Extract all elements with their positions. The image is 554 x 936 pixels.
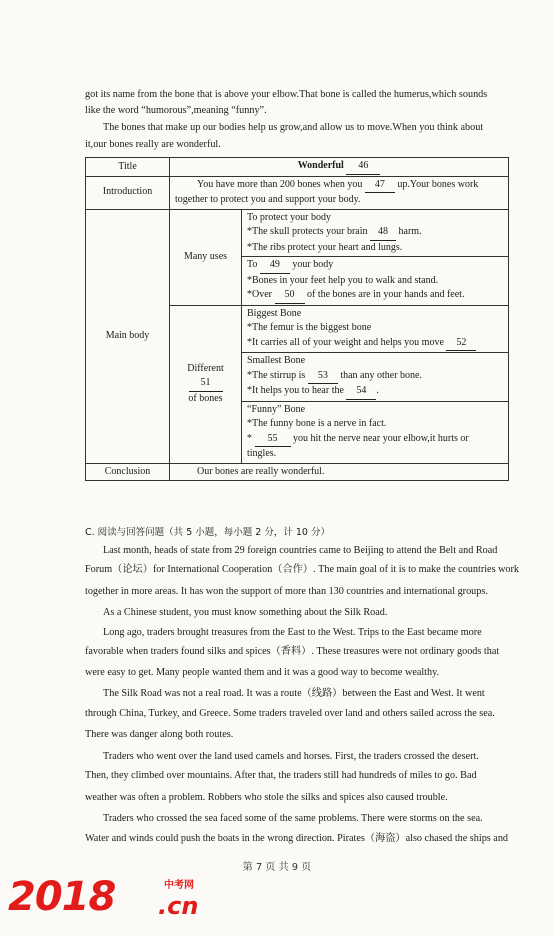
intro-text-a: You have more than 200 bones when you — [197, 178, 363, 190]
passage-line: There was danger along both routes. — [85, 729, 234, 740]
biggest-cell — [242, 305, 509, 353]
funny-heading: “Funny” Bone — [247, 403, 306, 415]
passage-line: through China, Turkey, and Greece. Some traders traveled over land and others sailed across the sea. — [85, 708, 495, 719]
to-text-b: your body — [292, 259, 334, 270]
funny-text-b: you hit the nerve near your elbow,it hurts or — [293, 432, 469, 444]
blank-52[interactable]: 52 — [446, 336, 476, 352]
blank-49[interactable]: 49 — [260, 258, 290, 274]
intro-line-1: got its name from the bone that is above your elbow.That bone is called the humerus,which sounds — [85, 89, 488, 100]
protect-heading: To protect your body — [247, 211, 332, 223]
blank-48[interactable]: 48 — [370, 225, 396, 241]
section-c-heading: C. 阅读与回答问题（共 5 小题，每小题 2 分，计 10 分） — [85, 527, 330, 538]
feet-line: *Bones in your feet help you to walk and stand. — [247, 274, 439, 286]
skull-line — [247, 225, 503, 241]
stirrup-text-b: than any other bone. — [340, 369, 422, 381]
table-row-title — [86, 158, 509, 177]
skull-text-a: *The skull protects your brain — [247, 226, 368, 237]
blank-46[interactable]: 46 — [346, 159, 380, 175]
different-label: Different — [187, 362, 224, 374]
table-row-conclusion — [86, 463, 509, 481]
many-uses-label: Many uses — [170, 209, 242, 305]
conclusion-label: Conclusion — [86, 463, 170, 481]
carries-text: *It carries all of your weight and helps you move — [247, 336, 444, 348]
to-line — [247, 258, 503, 274]
support-cell — [242, 257, 509, 306]
different-cell — [170, 305, 242, 463]
watermark-cn: 中考网 — [164, 880, 194, 891]
table-row-protect — [86, 209, 509, 257]
blank-50[interactable]: 50 — [275, 288, 305, 304]
title-prefix: Wonderful — [297, 160, 344, 171]
funny-line — [247, 432, 503, 448]
stirrup-text-a: *The stirrup is — [247, 369, 306, 381]
carries-line — [247, 336, 503, 352]
title-label: Title — [86, 158, 170, 177]
conclusion-text: Our bones are really wonderful. — [197, 465, 325, 477]
protect-cell — [242, 209, 509, 257]
passage-line: Long ago, traders brought treasures from the East to the West. Trips to the East became more — [103, 627, 482, 638]
conclusion-cell — [170, 463, 509, 481]
watermark-number: 2018 — [8, 874, 116, 920]
passage-line: Water and winds could push the boats in the wrong direction. Pirates（海盗）also chased the ships and — [85, 833, 509, 844]
passage-line: Then, they climbed over mountains. After that, the traders still had hundreds of miles to go. Bad — [85, 770, 477, 781]
blank-55[interactable]: 55 — [255, 432, 291, 448]
passage-line: together in more areas. It has won the support of more than 130 countries and international groups. — [85, 586, 488, 597]
reading-summary-table — [85, 157, 509, 481]
watermark-domain: .cn — [158, 892, 199, 920]
page-footer: 第 7 页 共 9 页 — [242, 862, 312, 873]
hear-line: *It helps you to hear the 54 . — [247, 384, 503, 400]
passage-line: were easy to get. Many people wanted them and it was a good way to become wealthy. — [85, 667, 440, 678]
title-cell — [170, 158, 509, 177]
hear-text: *It helps you to hear the — [247, 385, 344, 396]
passage-line: weather was often a problem. Robbers who stole the silks and spices also caused trouble. — [85, 792, 448, 803]
over-text-a: *Over — [247, 289, 272, 300]
passage-line: As a Chinese student, you must know something about the Silk Road. — [103, 607, 388, 618]
passage-line: Last month, heads of state from 29 foreign countries came to Beijing to attend the Belt and Road — [103, 545, 498, 556]
blank-54[interactable]: 54 — [346, 384, 376, 400]
site-watermark-logo — [8, 868, 208, 928]
over-text-b: of the bones are in your hands and feet. — [307, 289, 465, 300]
intro-line-4: it,our bones really are wonderful. — [85, 139, 221, 150]
of-bones-label: of bones — [188, 392, 223, 404]
stirrup-line — [247, 369, 503, 385]
intro-line-2: like the word “humorous”,meaning “funny”. — [85, 105, 267, 116]
smallest-heading: Smallest Bone — [247, 355, 306, 366]
ribs-line: *The ribs protect your heart and lungs. — [247, 241, 403, 253]
passage-line: Traders who crossed the sea faced some of the same problems. There were storms on the sea. — [103, 813, 483, 824]
funny-cell — [242, 401, 509, 463]
skull-text-b: harm. — [398, 226, 422, 237]
funny-nerve-line: *The funny bone is a nerve in fact. — [247, 418, 387, 429]
table-row-introduction — [86, 176, 509, 209]
funny-line-c: tingles. — [247, 448, 277, 459]
introduction-cell — [170, 176, 509, 209]
over-line — [247, 288, 503, 304]
funny-text-a: * — [247, 432, 252, 444]
to-text: To — [247, 259, 258, 270]
smallest-cell — [242, 353, 509, 402]
biggest-heading: Biggest Bone — [247, 307, 302, 319]
intro-text-c: together to protect you and support your body. — [175, 194, 361, 205]
intro-text-b: up.Your bones work — [397, 178, 479, 190]
femur-line: *The femur is the biggest bone — [247, 322, 372, 333]
main-body-label: Main body — [86, 209, 170, 463]
intro-line-3: The bones that make up our bodies help us grow,and allow us to move.When you think about — [103, 122, 484, 133]
passage-line: The Silk Road was not a real road. It was a route（线路）between the East and West. It went — [103, 688, 485, 699]
passage-line: favorable when traders found silks and spices（香料）. These treasures were not ordinary goods that — [85, 646, 500, 657]
blank-53[interactable]: 53 — [308, 369, 338, 385]
passage-line: Traders who went over the land used camels and horses. First, the traders crossed the desert. — [103, 751, 479, 762]
passage-line: Forum（论坛）for International Cooperation（合作）. The main goal of it is to make the countries work — [85, 564, 520, 575]
blank-51[interactable]: 51 — [189, 376, 223, 392]
blank-47[interactable]: 47 — [365, 178, 395, 194]
introduction-label: Introduction — [86, 176, 170, 209]
